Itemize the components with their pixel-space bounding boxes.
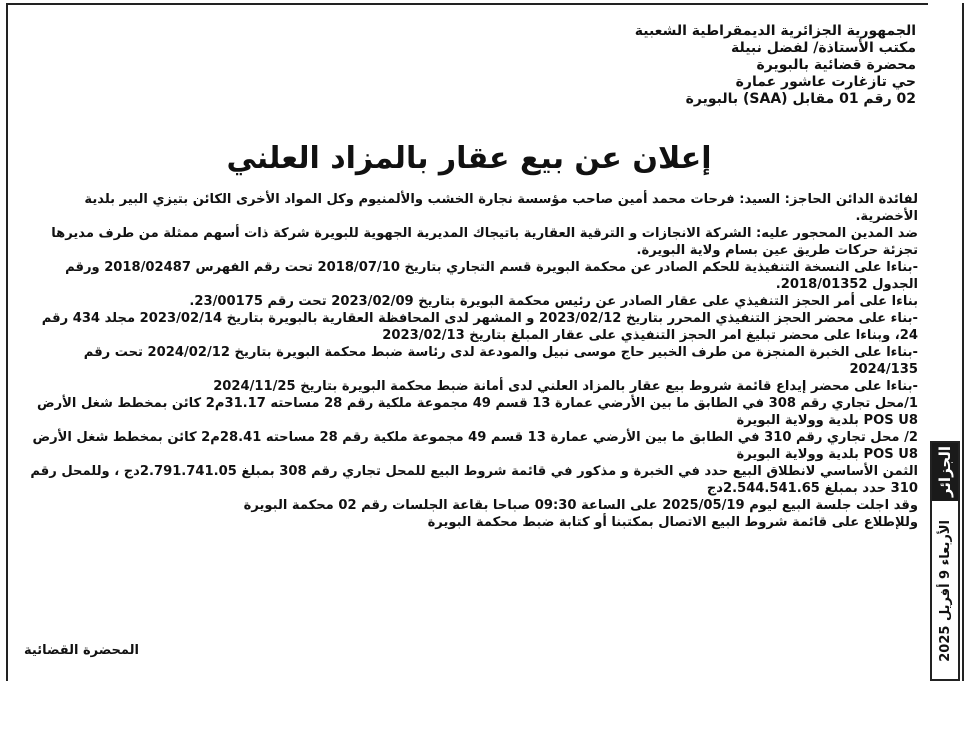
body-paragraph: -بناءا على النسخة التنفيذية للحكم الصادر عن محكمة البويرة قسم التجاري بتاريخ 2018/07/10 تحت رقم الفهرس 2018/02487 ورقم الجدول 2018/01352. — [65, 260, 918, 292]
body-paragraph: 2/ محل تجاري رقم 310 في الطابق ما بين الأرضي عمارة 13 قسم 49 مجموعة ملكية رقم 28 مساحته 28.41م2 كائن بمخطط شغل الأرض POS U8 بلدية وولاية البويرة — [32, 430, 918, 462]
body-paragraph: بناءا على أمر الحجز التنفيذي على عقار الصادر عن رئيس محكمة البويرة بتاريخ 2023/02/09 تحت رقم 23/00175. — [189, 294, 918, 309]
notice-title: إعلان عن بيع عقار بالمزاد العلني — [226, 141, 712, 176]
issuer-header — [396, 23, 916, 108]
newspaper-side-strip — [930, 441, 960, 681]
newspaper-brand — [932, 443, 958, 501]
header-line: مكتب الأستاذة/ لفضل نبيلة — [730, 40, 916, 56]
body-paragraph: ضد المدين المحجور عليه: الشركة الانجازات و الترقية العقارية باتيجاك المديرية الجهوية للبويرة شركة ذات أسهم ممثلة من طرف مديرها تجزئة حركات طريق عين بسام ولاية البويرة. — [51, 226, 918, 258]
header-line: 02 رقم 01 مقابل (SAA) بالبويرة — [685, 91, 916, 107]
body-paragraph: وللإطلاع على قائمة شروط البيع الاتصال بمكتبنا أو كتابة ضبط محكمة البويرة — [427, 515, 918, 530]
body-paragraph: 1/محل تجاري رقم 308 في الطابق ما بين الأرضي عمارة 13 قسم 49 مجموعة ملكية رقم 28 مساحته 31.17م2 كائن بمخطط شغل الأرض POS U8 بلدية وولاية البويرة — [37, 396, 918, 428]
header-line: محضرة قضائية بالبويرة — [756, 57, 916, 73]
page-edge-rule — [962, 3, 964, 681]
body-paragraph: الثمن الأساسي لانطلاق البيع حدد في الخبرة و مذكور في قائمة شروط البيع للمحل تجاري رقم 308 بمبلغ 2.791.741.05دج ، وللمحل رقم 310 حدد بمبلغ 2.544.541.65دج — [30, 464, 918, 496]
body-paragraph: -بناءا على محضر إيداع قائمة شروط بيع عقار بالمزاد العلني لدى أمانة ضبط محكمة البويرة بتاريخ 2024/11/25 — [213, 379, 918, 394]
body-paragraph: -بناءا على الخبرة المنجزة من طرف الخبير حاج موسى نبيل والمودعة لدى رئاسة ضبط محكمة البويرة بتاريخ 2024/02/12 تحت رقم 2024/135 — [83, 345, 918, 377]
signature-label: المحضرة القضائية — [24, 643, 139, 658]
header-line: حي تازغارت عاشور عمارة — [735, 74, 916, 90]
notice-document — [6, 3, 928, 681]
header-line: الجمهورية الجزائرية الديمقراطية الشعبية — [634, 23, 916, 39]
body-paragraph: لفائدة الدائن الحاجز: السيد: فرحات محمد أمين صاحب مؤسسة نجارة الخشب والألمنيوم وكل المواد الأخرى الكائن بتيزي البير بلدية الأخضرية. — [84, 192, 918, 224]
issue-date — [932, 503, 958, 679]
issue-date-label: الأربعاء 9 أفريل 2025 — [937, 520, 953, 662]
newspaper-brand-label: الجزائر — [936, 446, 954, 498]
notice-frame — [6, 3, 964, 681]
body-paragraph: وقد اجلت جلسة البيع ليوم 2025/05/19 على الساعة 09:30 صباحا بقاعة الجلسات رقم 02 محكمة البويرة — [243, 498, 918, 513]
notice-body — [24, 191, 918, 531]
body-paragraph: -بناء على محضر الحجز التنفيذي المحرر بتاريخ 2023/02/12 و المشهر لدى المحافظة العقارية بالبويرة بتاريخ 2023/02/14 مجلد 434 رقم 24، وبناءا على محضر تبليغ امر الحجز التنفيذي على عقار المبلغ بتاريخ 2023/02/13 — [41, 311, 918, 343]
